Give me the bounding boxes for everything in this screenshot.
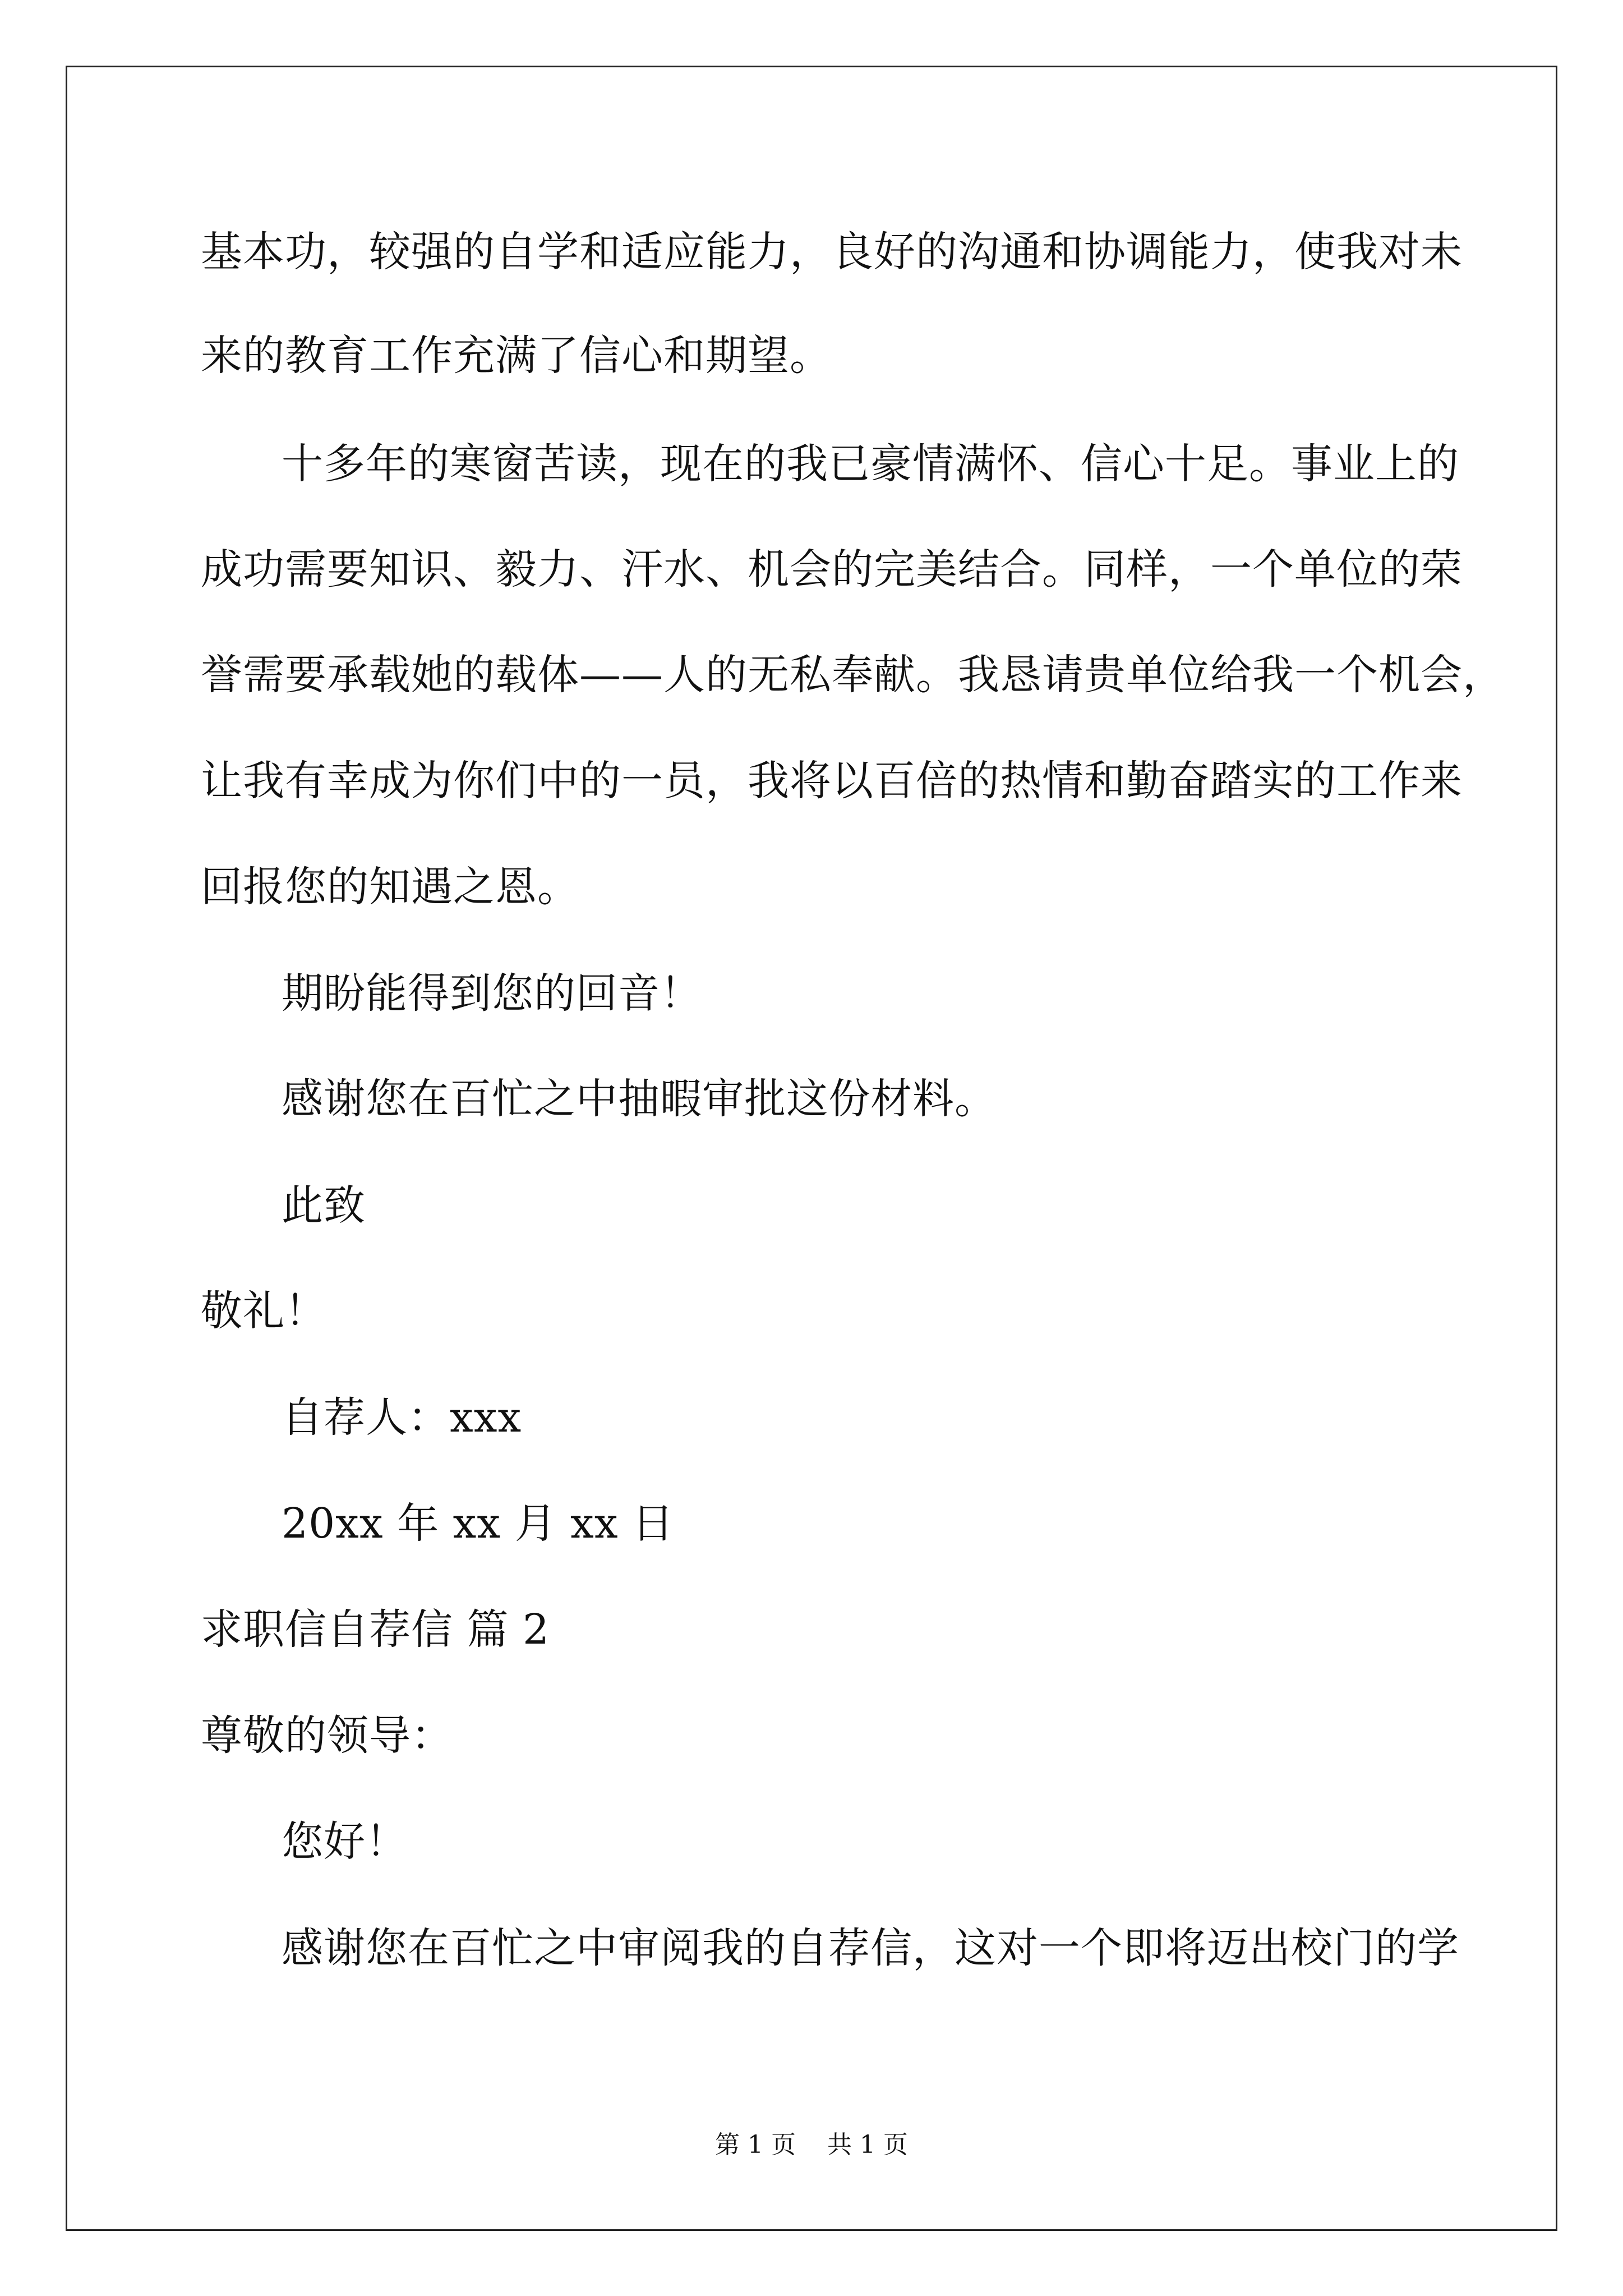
closing-hope-line: 期盼能得到您的回音！ xyxy=(282,969,702,1018)
greeting-line: 尊敬的领导： xyxy=(201,1711,453,1760)
section-heading: 求职信自荐信 篇 2 xyxy=(201,1605,550,1654)
date-line: 20xx 年 xx 月 xx 日 xyxy=(282,1499,675,1548)
body-line-6: 让我有幸成为你们中的一员，我将以百倍的热情和勤奋踏实的工作来 xyxy=(201,757,1463,805)
body-line-5: 誉需要承载她的载体——人的无私奉献。我恳请贵单位给我一个机会， xyxy=(201,651,1505,699)
body-line-3: 十多年的寒窗苦读，现在的我已豪情满怀、信心十足。事业上的 xyxy=(282,440,1459,488)
body-line-last: 感谢您在百忙之中审阅我的自荐信，这对一个即将迈出校门的学 xyxy=(282,1924,1459,1972)
body-line-7: 回报您的知遇之恩。 xyxy=(201,863,579,911)
page-total-label: 共 1 页 xyxy=(827,2131,908,2159)
signature-line: 自荐人：xxx xyxy=(282,1393,522,1442)
body-line-2: 来的教育工作充满了信心和期望。 xyxy=(201,332,832,380)
page-number-label: 第 1 页 xyxy=(715,2131,796,2159)
body-line-4: 成功需要知识、毅力、汗水、机会的完美结合。同样，一个单位的荣 xyxy=(201,545,1463,593)
hello-line: 您好！ xyxy=(282,1818,408,1866)
page-footer xyxy=(0,2133,1623,2157)
body-line-1: 基本功，较强的自学和适应能力，良好的沟通和协调能力，使我对未 xyxy=(201,228,1463,276)
closing-thanks-line: 感谢您在百忙之中抽暇审批这份材料。 xyxy=(282,1075,997,1123)
salutation-cizhi: 此致 xyxy=(282,1181,366,1230)
page-frame xyxy=(66,66,1557,2231)
salutation-jingli: 敬礼！ xyxy=(201,1287,327,1335)
